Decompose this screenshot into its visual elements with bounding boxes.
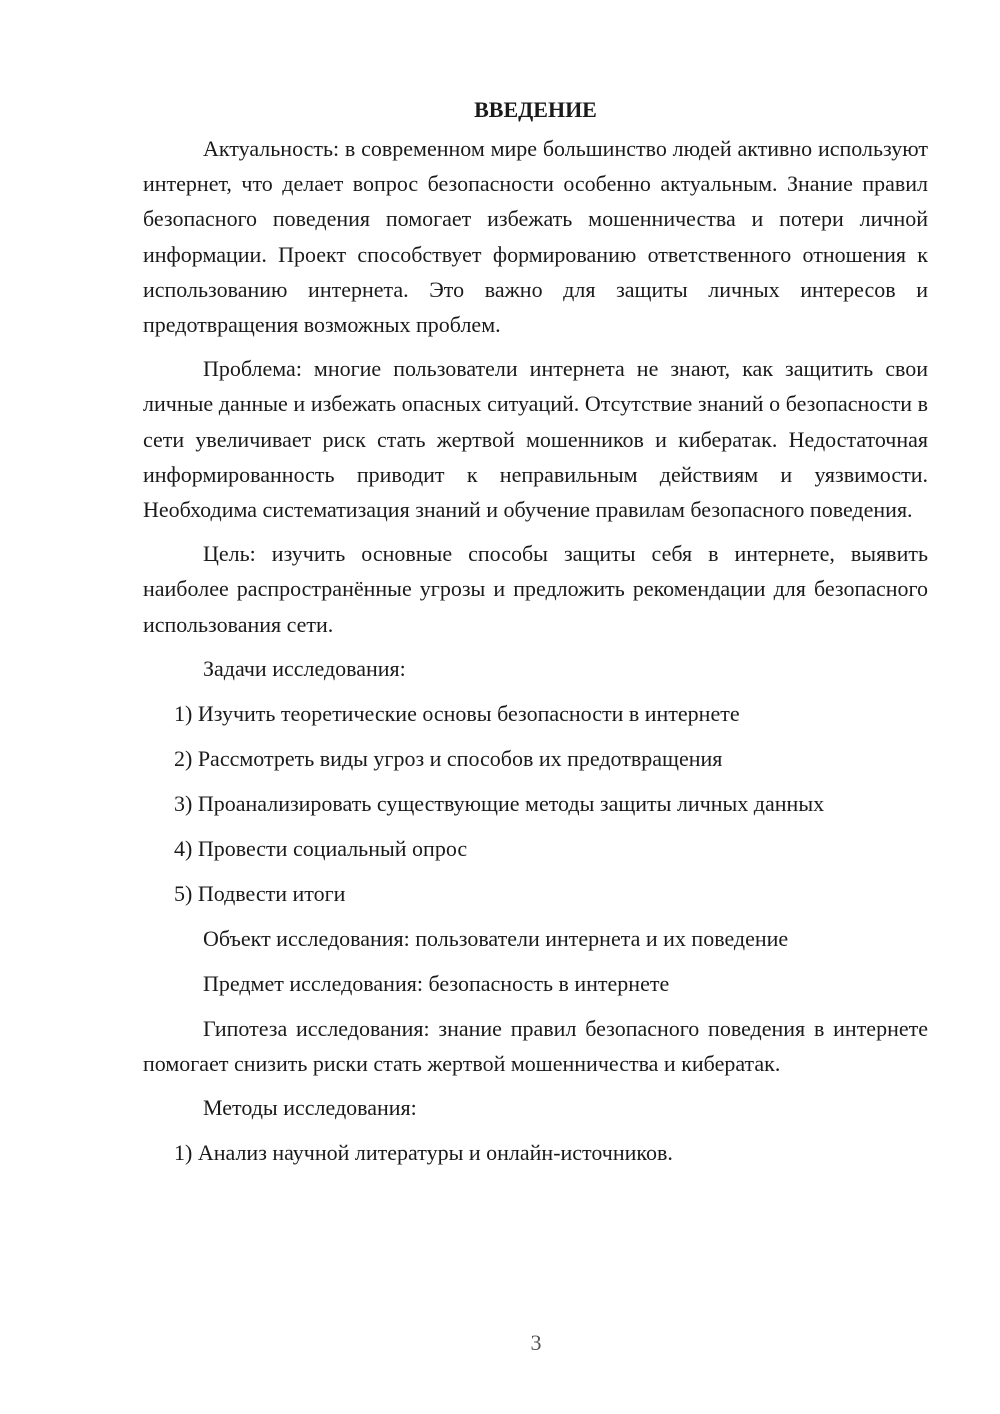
research-subject: Предмет исследования: безопасность в интернете [203,970,670,996]
task-item: 2) Рассмотреть виды угроз и способов их предотвращения [174,745,723,771]
task-item: 1) Изучить теоретические основы безопасности в интернете [174,700,740,726]
document-title: ВВЕДЕНИЕ [474,97,597,122]
task-item: 5) Подвести итоги [174,880,346,906]
hypothesis-paragraph: Гипотеза исследования: знание правил безопасного поведения в интернете помогает снизить риски стать жертвой мошенничества и кибератак. [143,1015,928,1077]
problem-paragraph: Проблема: многие пользователи интернета не знают, как защитить свои личные данные и избежать опасных ситуаций. Отсутствие знаний о безопасности в сети увеличивает риск стать жертвой мошенников и кибератак. Недостаточная информированность приводит к неправильным действиям и уязвимости. Необходима систематизация знаний и обучение правилам безопасного поведения. [143,356,928,523]
tasks-heading: Задачи исследования: [203,655,406,681]
document-page [143,92,928,1180]
task-item: 4) Провести социальный опрос [174,835,468,861]
goal-paragraph: Цель: изучить основные способы защиты себя в интернете, выявить наиболее распространённые угрозы и предложить рекомендации для безопасного использования сети. [143,541,928,637]
task-item: 3) Проанализировать существующие методы защиты личных данных [174,790,825,816]
method-item: 1) Анализ научной литературы и онлайн-источников. [174,1140,673,1166]
methods-heading: Методы исследования: [203,1095,417,1121]
research-object: Объект исследования: пользователи интернета и их поведение [203,925,789,951]
relevance-paragraph: Актуальность: в современном мире большинство людей активно используют интернет, что делает вопрос безопасности особенно актуальным. Знание правил безопасного поведения помогает избежать мошенничества и потери личной информации. Проект способствует формированию ответственного отношения к использованию интернета. Это важно для защиты личных интересов и предотвращения возможных проблем. [143,136,928,338]
page-number: 3 [530,1330,542,1355]
